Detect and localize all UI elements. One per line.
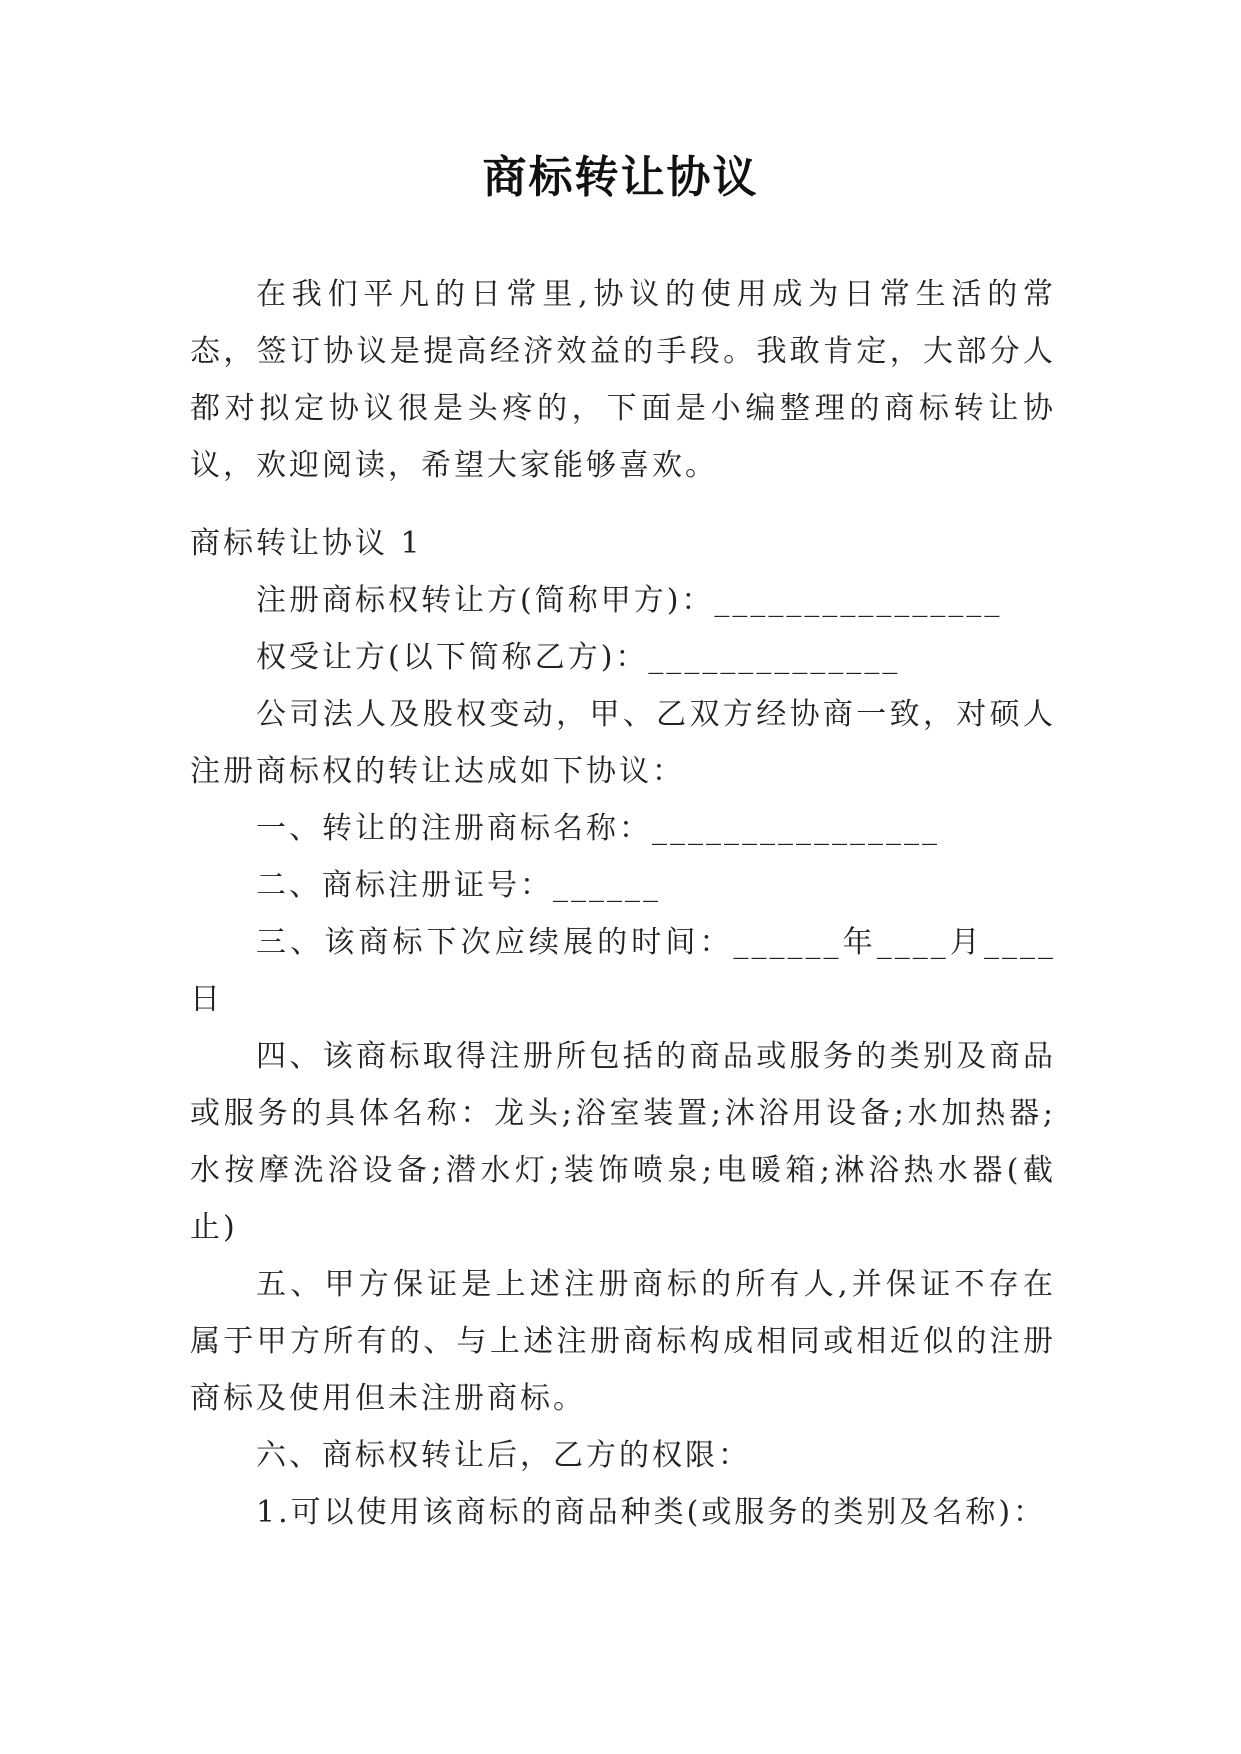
clause-item-5: 五、甲方保证是上述注册商标的所有人,并保证不存在属于甲方所有的、与上述注册商标构成相同或相近似的注册商标及使用但未注册商标。 [190,1267,1056,1416]
intro-block [190,266,1056,494]
clause-item-2: 二、商标注册证号：______ [256,868,661,903]
clause-item-6: 六、商标权转让后，乙方的权限： [256,1438,751,1473]
clause-item-6-1: 1.可以使用该商标的商品种类(或服务的类别及名称)： [256,1495,1047,1530]
clause-preamble: 公司法人及股权变动，甲、乙双方经协商一致，对硕人注册商标权的转让达成如下协议： [190,697,1056,789]
agreement-body [190,515,1056,1541]
clause-item-4: 四、该商标取得注册所包括的商品或服务的类别及商品或服务的具体名称：龙头;浴室装置;沐浴用设备;水加热器;水按摩洗浴设备;潜水灯;装饰喷泉;电暖箱;淋浴热水器(截止) [190,1039,1056,1245]
clause-transferor: 注册商标权转让方(简称甲方)：________________ [256,583,1003,618]
clause-transferee: 权受让方(以下简称乙方)：______________ [256,640,901,675]
document-title: 商标转让协议 [482,152,759,203]
section-heading: 商标转让协议 1 [190,526,423,561]
clause-item-1: 一、转让的注册商标名称：________________ [256,811,940,846]
intro-paragraph: 在我们平凡的日常里,协议的使用成为日常生活的常态，签订协议是提高经济效益的手段。我敢肯定，大部分人都对拟定协议很是头疼的，下面是小编整理的商标转让协议，欢迎阅读，希望大家能够喜欢。 [190,277,1056,483]
clause-item-3: 三、该商标下次应续展的时间：______年____月____日 [190,925,1056,1017]
